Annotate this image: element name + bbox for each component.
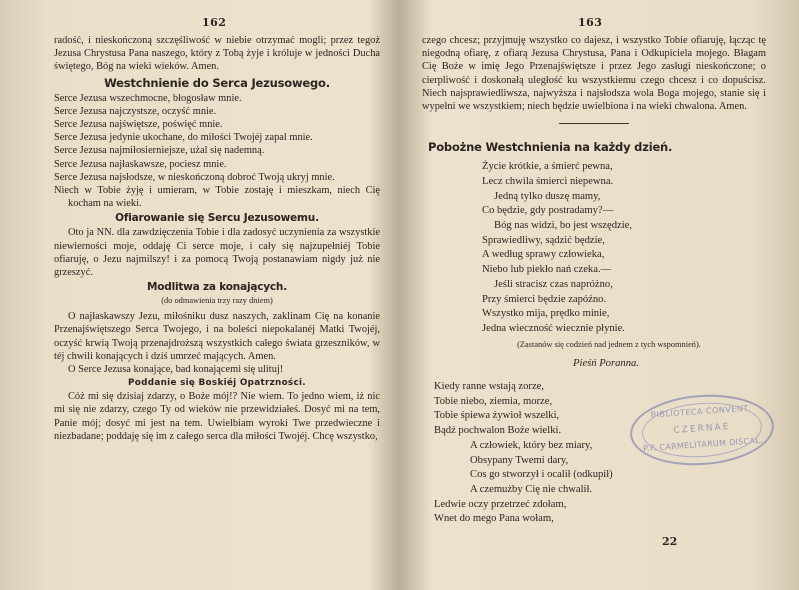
- verse-line: Bóg nas widzi, bo jest wszędzie,: [494, 220, 632, 232]
- note: (Zastanów się codzień nad jednem z tych wspomnień).: [517, 339, 701, 349]
- paragraph: Oto ja NN. dla zawdzięczenia Tobie i dla zadosyć uczynienia za wszystkie niewierności moje, oddaję Ci serce moje, i cały się najzupełniéj Tobie ofiaruję, o Jezu najmilszy! i za pomocą Twoją postanawiam nigdy już nie grzeszyć.: [54, 227, 380, 279]
- verse-line: Lecz chwila śmierci niepewna.: [482, 175, 614, 187]
- song-line: A człowiek, który bez miary,: [470, 439, 593, 451]
- song-line: Cos go stworzył i ocalił (odkupił): [470, 469, 613, 481]
- song-title: Pieśń Poranna.: [573, 357, 639, 369]
- stamp-text: P.P. CARMELITARUM DISCAL.: [642, 435, 764, 454]
- section-heading: Modlitwa za konających.: [146, 281, 287, 294]
- prayer-line: Niech w Tobie żyję i umieram, w Tobie zostaję i mieszkam, niech Cię kocham na wieki.: [54, 185, 380, 210]
- verse-line: Wszystko mija, prędko minie,: [482, 308, 610, 320]
- song-line: A czemużby Cię nie chwalił.: [470, 483, 593, 495]
- signature-mark: 22: [662, 535, 678, 548]
- section-heading: Ofiarowanie się Sercu Jezusowemu.: [115, 212, 319, 225]
- section-heading: Pobożne Westchnienia na każdy dzień.: [428, 140, 673, 155]
- section-heading: Westchnienie do Serca Jezusowego.: [104, 75, 330, 90]
- verse-line: Co będzie, gdy postradamy?—: [482, 205, 614, 217]
- paragraph: O najłaskawszy Jezu, miłośniku dusz naszych, zaklinam Cię na konanie Przenajświętszego Serca Twojego, i na boleści niepokalanéj Matki Twojéj, oczyść krwią Twoją przenajdroższą wszystkich całego świata grzeszników, w téj chwili konających i dziś umrzeć mających. Amen.: [54, 311, 380, 362]
- paragraph: radość, i nieskończoną szczęśliwość w niebie otrzymać mogli; przez tegoż Jezusa Chrystusa Pana naszego, który z Tobą żyje i króluje w jedności Ducha świętego, Bóg na wieki wieków. Amen.: [54, 35, 380, 73]
- verse-line: Przy śmierci będzie zapóźno.: [482, 293, 607, 305]
- verse-line: Jedna wieczność wiecznie płynie.: [482, 322, 625, 334]
- left-page: [0, 0, 399, 590]
- prayer-line: Serce Jezusa jedynie ukochane, do miłości Twojéj zapal mnie.: [54, 132, 313, 144]
- stamp-text: BIBLIOTECA CONVENT.: [650, 403, 752, 420]
- section-heading: Poddanie się Boskiéj Opatrzności.: [128, 378, 306, 389]
- verse-line: Niebo lub piekło nań czeka.—: [482, 264, 612, 276]
- stamp-text: CZERNAE: [673, 422, 731, 436]
- prayer-line: Serce Jezusa najmiłosierniejsze, użal się nademną.: [54, 145, 265, 157]
- divider: [559, 123, 629, 124]
- verse-line: Jeśli stracisz czas napróżno,: [494, 278, 613, 290]
- page-number: 162: [202, 16, 227, 29]
- verse-line: Życie krótkie, a śmierć pewna,: [482, 161, 613, 173]
- song-line: Ledwie oczy przetrzeć zdołam,: [434, 498, 567, 510]
- song-line: Bądź pochwalon Boże wielki.: [434, 425, 562, 437]
- song-line: Tobie śpiewa żywioł wszelki,: [434, 410, 560, 422]
- paragraph: O Serce Jezusa konające, bad konającemi się ulituj!: [68, 364, 284, 376]
- verse-line: Jedną tylko duszę mamy,: [494, 190, 601, 202]
- page-number: 163: [578, 16, 603, 29]
- song-line: Tobie niebo, ziemia, morze,: [434, 395, 553, 407]
- subheading: (do odmawienia trzy razy dniem): [161, 296, 273, 306]
- paragraph: czego chcesz; przyjmuję wszystko co dajesz, i wszystko Tobie ofiaruję, łącząc tę niegodną ofiarę, z ofiarą Jezusa Chrystusa, Pana i Odkupiciela mojego. Błagam Cię Boże w imię Jego Przenajświętsze i przez Jego zasługi nieskończone; o cierpliwość i doskonałą uległość ku wszystkiemu czego chcesz i co dopuścisz. Niech najsprawiedliwsza, najwyższa i najsłodsza wola Boga mojego, stanie się i wypełni we wszystkiem; niech będzie uwielbiona i na wieki chwalona. Amen.: [422, 35, 766, 113]
- prayer-line: Serce Jezusa wszechmocne, błogosław mnie.: [54, 92, 242, 104]
- song-line: Wnet do mego Pana wołam,: [434, 513, 554, 525]
- paragraph: Cóż mi się dzisiaj zdarzy, o Boże mój!? Nie wiem. To jedno wiem, iż nic mi się nie zdarzy, czego Ty od wieków nie przewidziałeś. Dosyć mi na tem, Panie mój; dosyć mi jest na tem. Uwielbiam wyroki Twe przedwieczne i niezbadane; poddaję się im z całego serca dla miłości Twojéj. Chcę wszystko,: [54, 391, 380, 442]
- prayer-line: Serce Jezusa najsłodsze, w nieskończoną dobroć Twoją ukryj mnie.: [54, 171, 335, 183]
- song-line: Kiedy ranne wstają zorze,: [434, 381, 545, 393]
- verse-line: Sprawiedliwy, sądzić będzie,: [482, 234, 605, 246]
- prayer-line: Serce Jezusa najłaskawsze, pociesz mnie.: [54, 158, 227, 170]
- right-page: [400, 0, 799, 590]
- song-line: Obsypany Twemi dary,: [470, 454, 569, 466]
- left-column: [54, 34, 380, 443]
- prayer-line: Serce Jezusa najświętsze, poświęć mnie.: [54, 119, 223, 131]
- prayer-line: Serce Jezusa najczystsze, oczyść mnie.: [54, 105, 217, 117]
- verse-line: A według sprawy człowieka,: [482, 249, 605, 261]
